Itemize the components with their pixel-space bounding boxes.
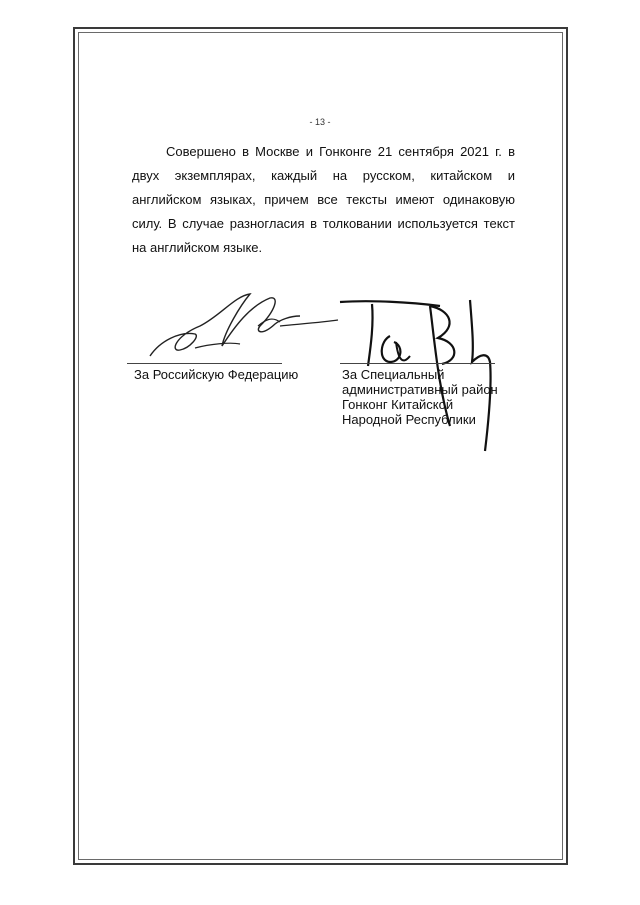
closing-paragraph-text: Совершено в Москве и Гонконге 21 сентября 2021 г. в двух экземплярах, каждый на русском, китайском и английском языках, причем все тексты имеют одинаковую силу. В случае разногласия в толковании используется текст на английском языке. — [132, 144, 515, 255]
signature-line-hong-kong — [340, 363, 495, 364]
closing-paragraph — [132, 140, 515, 260]
signatory-hong-kong-caption: За Специальный административный район Гонконг Китайской Народной Республики — [342, 367, 498, 427]
signature-russia — [140, 286, 340, 366]
signatory-russia-caption: За Российскую Федерацию — [134, 367, 299, 382]
page-number: - 13 - — [309, 117, 331, 127]
signature-line-russia — [127, 363, 282, 364]
